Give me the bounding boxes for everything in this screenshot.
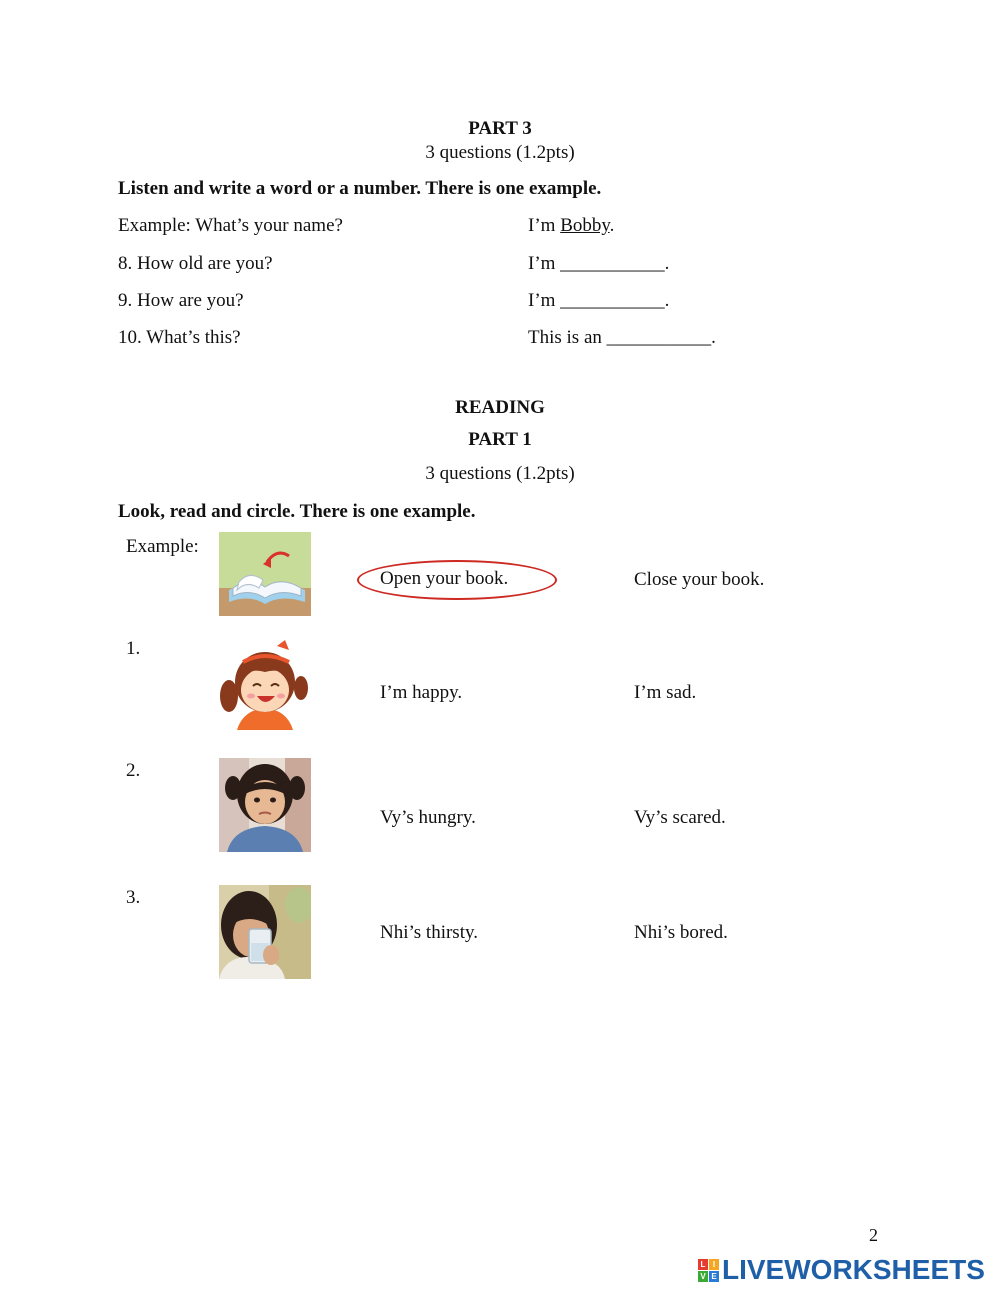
logo-letter-l: L (698, 1259, 708, 1270)
reading-part-heading: PART 1 (468, 429, 532, 450)
example-question: Example: What’s your name? (118, 215, 343, 236)
example-answer (528, 215, 614, 237)
scared-girl-photo (219, 758, 311, 852)
question-8: 8. How old are you? (118, 253, 273, 274)
item-2-option-a[interactable]: Vy’s hungry. (380, 807, 476, 828)
item-2-number: 2. (126, 760, 141, 781)
part3-instruction: Listen and write a word or a number. There is one example. (118, 178, 602, 199)
part3-heading: PART 3 (468, 118, 532, 139)
logo-letter-v: V (698, 1271, 708, 1282)
item-1-option-b[interactable]: I’m sad. (634, 682, 697, 703)
example-label: Example: (126, 536, 199, 557)
open-book-image (219, 532, 311, 616)
answer-8-blank[interactable]: I’m ___________. (528, 253, 670, 274)
question-10: 10. What’s this? (118, 327, 241, 348)
part3-points: 3 questions (1.2pts) (425, 142, 575, 163)
drinking-girl-photo (219, 885, 311, 979)
example-option-b[interactable]: Close your book. (634, 569, 765, 590)
answer-9-blank[interactable]: I’m ___________. (528, 290, 670, 311)
item-3-number: 3. (126, 887, 141, 908)
example-answer-prefix: I’m (528, 215, 561, 236)
reading-heading: READING (455, 397, 545, 418)
logo-mark-icon (698, 1259, 719, 1282)
item-3-option-a[interactable]: Nhi’s thirsty. (380, 922, 478, 943)
scared-girl-photo-icon (219, 758, 311, 852)
happy-girl-icon (219, 636, 311, 730)
answer-10-blank[interactable]: This is an ___________. (528, 327, 716, 348)
happy-girl-image (219, 636, 311, 730)
liveworksheets-logo[interactable] (698, 1255, 985, 1285)
example-answer-suffix: . (609, 215, 615, 236)
example-option-a[interactable]: Open your book. (380, 568, 509, 589)
reading-instruction: Look, read and circle. There is one example. (118, 501, 476, 522)
reading-points: 3 questions (1.2pts) (425, 463, 575, 484)
logo-letter-e: E (709, 1271, 719, 1282)
item-2-option-b[interactable]: Vy’s scared. (634, 807, 726, 828)
logo-text: LIVEWORKSHEETS (722, 1254, 985, 1285)
page-number: 2 (869, 1225, 878, 1245)
logo-letter-i: I (709, 1259, 719, 1270)
item-1-option-a[interactable]: I’m happy. (380, 682, 463, 703)
drinking-girl-photo-icon (219, 885, 311, 979)
question-9: 9. How are you? (118, 290, 244, 311)
item-1-number: 1. (126, 638, 141, 659)
item-3-option-b[interactable]: Nhi’s bored. (634, 922, 728, 943)
open-book-icon (219, 532, 311, 616)
example-answer-word: Bobby (560, 215, 610, 236)
